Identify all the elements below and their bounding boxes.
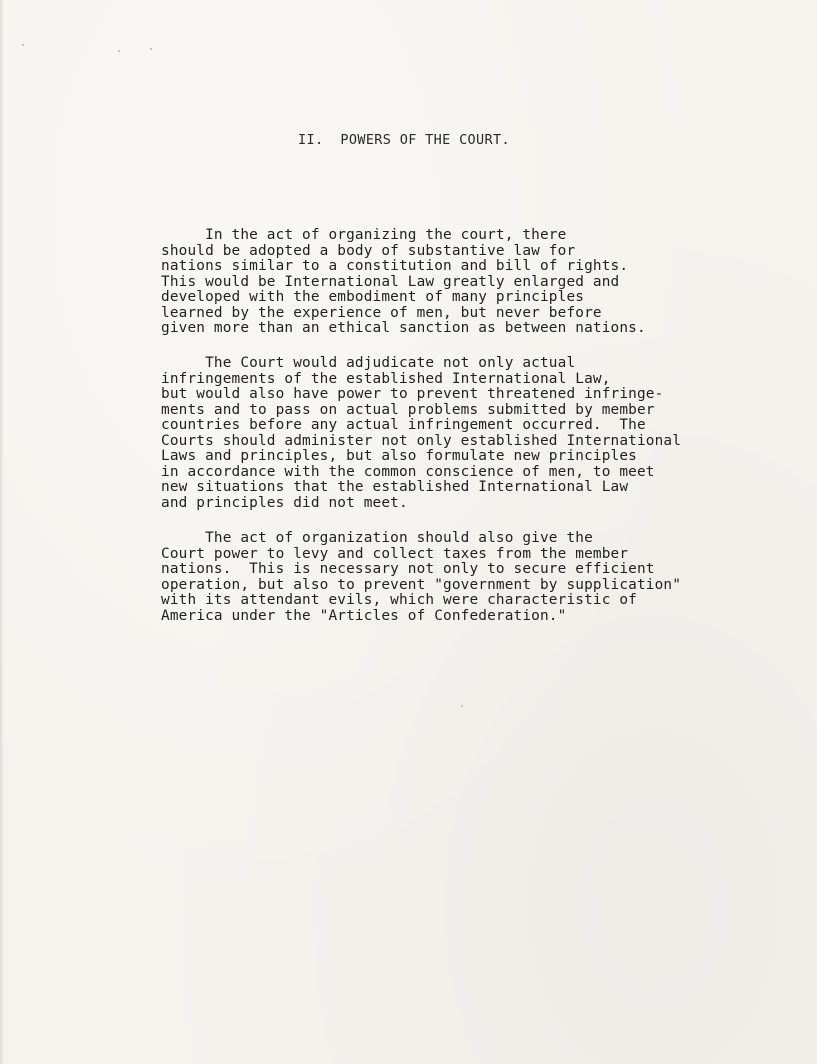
paragraph-taxation-power: The act of organization should also give the Court power to levy and collect taxes from the member nations. This is necessary not only to secure efficient operation, but also to prevent "government by supplication" with its attendant evils, which were characteristic of America under the "Articles of Confederation." (161, 530, 682, 624)
paper-speck (22, 44, 24, 46)
paper-speck (118, 50, 120, 52)
section-heading: II. POWERS OF THE COURT. (298, 132, 510, 148)
paragraph-organizing-court: In the act of organizing the court, there should be adopted a body of substantive law for nations similar to a constitution and bill of rights. This would be International Law greatly enlarged and developed with the embodiment of many principles learned by the experience of men, but never before given more than an ethical sanction as between nations. (161, 227, 646, 337)
page-edge-shadow (0, 0, 4, 1064)
paragraph-court-adjudication: The Court would adjudicate not only actual infringements of the established International Law, but would also have power to prevent threatened infringe- ments and to pass on actual problems submitted by member countries before any actual infringement occurred. The Courts should administer not only established International Laws and principles, but also formulate new principles in accordance with the common conscience of men, to meet new situations that the established International Law and principles did not meet. (161, 355, 682, 511)
paper-speck (150, 48, 152, 50)
paper-speck (461, 705, 463, 707)
